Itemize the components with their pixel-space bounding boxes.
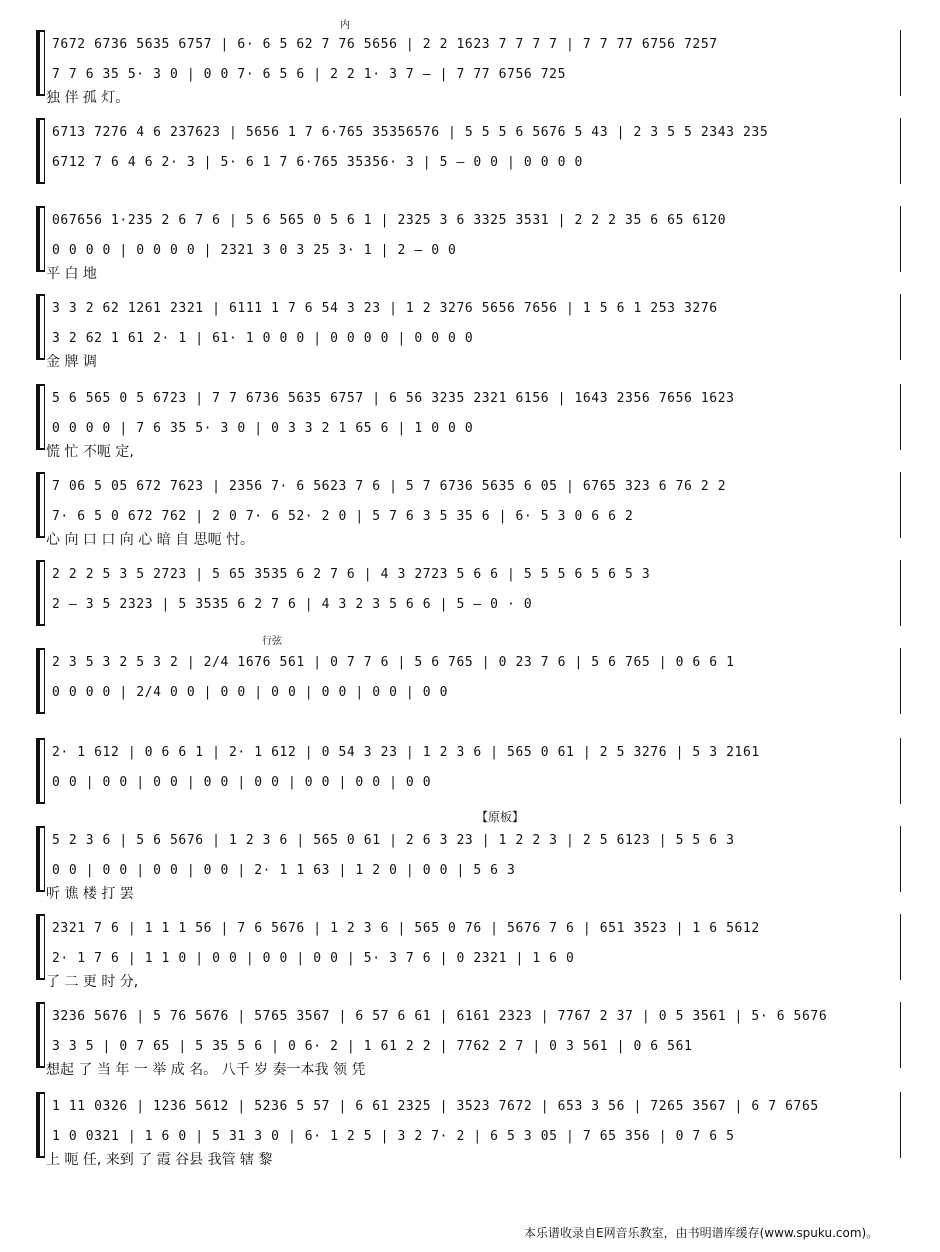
system-bracket: [36, 30, 40, 96]
staff-system: [36, 118, 904, 198]
system-start-line: [44, 738, 45, 804]
upper-part-notes: 5 6 565 0 5 6723 | 7 7 6736 5635 6757 | 6 56 3235 2321 6156 | 1643 2356 7656 1623: [52, 391, 735, 406]
system-bracket: [36, 738, 40, 804]
staff-system: [36, 1002, 904, 1082]
upper-part-notes: 6713 7276 4 6 237623 | 5656 1 7 6·765 35356576 | 5 5 5 6 5676 5 43 | 2 3 5 5 2343 235: [52, 125, 769, 140]
lower-part-notes: 3 3 5 | 0 7 65 | 5 35 5 6 | 0 6· 2 | 1 61 2 2 | 7762 2 7 | 0 3 561 | 0 6 561: [52, 1039, 693, 1054]
lower-part-notes: 2 — 3 5 2323 | 5 3535 6 2 7 6 | 4 3 2 3 5 6 6 | 5 — 0 · 0: [52, 597, 533, 612]
performance-mark: 内: [340, 20, 350, 31]
staff-system: [36, 914, 904, 994]
upper-part-notes: 7 06 5 05 672 7623 | 2356 7· 6 5623 7 6 | 5 7 6736 5635 6 05 | 6765 323 6 76 2 2: [52, 479, 727, 494]
system-end-barline: [900, 914, 901, 980]
system-bracket: [36, 914, 40, 980]
lyrics-line: [46, 706, 900, 726]
upper-part-notes: 1 11 0326 | 1236 5612 | 5236 5 57 | 6 61 2325 | 3523 7672 | 653 3 56 | 7265 3567 | 6 7 6765: [52, 1099, 819, 1114]
system-start-line: [44, 30, 45, 96]
system-bracket: [36, 648, 40, 714]
system-start-line: [44, 1092, 45, 1158]
lyrics-line: [46, 618, 900, 638]
lyrics-line: [46, 796, 900, 816]
system-end-barline: [900, 30, 901, 96]
system-end-barline: [900, 472, 901, 538]
lyrics-line: 独 伴 孤 灯。: [46, 90, 130, 106]
system-end-barline: [900, 738, 901, 804]
system-end-barline: [900, 294, 901, 360]
lyrics-line: 慌 忙 不呃 定,: [46, 444, 134, 460]
system-bracket: [36, 1092, 40, 1158]
upper-part-notes: 3236 5676 | 5 76 5676 | 5765 3567 | 6 57 6 61 | 6161 2323 | 7767 2 37 | 0 5 3561 | 5· 6 5676: [52, 1009, 828, 1024]
lyrics-line: 平 白 地: [46, 266, 97, 282]
system-start-line: [44, 206, 45, 272]
staff-system: [36, 472, 904, 552]
system-end-barline: [900, 648, 901, 714]
lower-part-notes: 7· 6 5 0 672 762 | 2 0 7· 6 52· 2 0 | 5 7 6 3 5 35 6 | 6· 5 3 0 6 6 2: [52, 509, 634, 524]
system-bracket: [36, 826, 40, 892]
lyrics-line: 了 二 更 时 分,: [46, 974, 139, 990]
system-end-barline: [900, 560, 901, 626]
staff-system: [36, 636, 904, 728]
lower-part-notes: 7 7 6 35 5· 3 0 | 0 0 7· 6 5 6 | 2 2 1· 3 7 — | 7 77 6756 725: [52, 67, 567, 82]
lower-part-notes: 2· 1 7 6 | 1 1 0 | 0 0 | 0 0 | 0 0 | 5· 3 7 6 | 0 2321 | 1 6 0: [52, 951, 575, 966]
upper-part-notes: 5 2 3 6 | 5 6 5676 | 1 2 3 6 | 565 0 61 | 2 6 3 23 | 1 2 2 3 | 2 5 6123 | 5 5 6 3: [52, 833, 735, 848]
staff-system: [36, 384, 904, 464]
lyrics-line: [46, 176, 900, 196]
system-end-barline: [900, 118, 901, 184]
footer-credit: 本乐谱收录自E网音乐教室，由书明谱库缓存(www.spuku.com)。: [524, 1226, 879, 1240]
upper-part-notes: 067656 1·235 2 6 7 6 | 5 6 565 0 5 6 1 | 2325 3 6 3325 3531 | 2 2 2 35 6 65 6120: [52, 213, 727, 228]
lower-part-notes: 6712 7 6 4 6 2· 3 | 5· 6 1 7 6·765 35356· 3 | 5 — 0 0 | 0 0 0 0: [52, 155, 583, 170]
performance-mark: 行弦: [262, 636, 282, 647]
system-start-line: [44, 648, 45, 714]
upper-part-notes: 2· 1 612 | 0 6 6 1 | 2· 1 612 | 0 54 3 23 | 1 2 3 6 | 565 0 61 | 2 5 3276 | 5 3 2161: [52, 745, 760, 760]
system-start-line: [44, 1002, 45, 1068]
system-start-line: [44, 560, 45, 626]
system-start-line: [44, 118, 45, 184]
lower-part-notes: 0 0 0 0 | 2/4 0 0 | 0 0 | 0 0 | 0 0 | 0 0 | 0 0: [52, 685, 449, 700]
lower-part-notes: 1 0 0321 | 1 6 0 | 5 31 3 0 | 6· 1 2 5 | 3 2 7· 2 | 6 5 3 05 | 7 65 356 | 0 7 6 5: [52, 1129, 735, 1144]
upper-part-notes: 2 3 5 3 2 5 3 2 | 2/4 1676 561 | 0 7 7 6 | 5 6 765 | 0 23 7 6 | 5 6 765 | 0 6 6 1: [52, 655, 735, 670]
system-bracket: [36, 118, 40, 184]
upper-part-notes: 3 3 2 62 1261 2321 | 6111 1 7 6 54 3 23 | 1 2 3276 5656 7656 | 1 5 6 1 253 3276: [52, 301, 718, 316]
lower-part-notes: 0 0 | 0 0 | 0 0 | 0 0 | 2· 1 1 63 | 1 2 0 | 0 0 | 5 6 3: [52, 863, 516, 878]
lyrics-line: 听 谯 楼 打 罢: [46, 886, 134, 902]
system-start-line: [44, 384, 45, 450]
upper-part-notes: 7672 6736 5635 6757 | 6· 6 5 62 7 76 5656 | 2 2 1623 7 7 7 7 | 7 7 77 6756 7257: [52, 37, 718, 52]
staff-system: [36, 20, 904, 110]
lower-part-notes: 0 0 0 0 | 7 6 35 5· 3 0 | 0 3 3 2 1 65 6 | 1 0 0 0: [52, 421, 474, 436]
system-end-barline: [900, 1092, 901, 1158]
upper-part-notes: 2321 7 6 | 1 1 1 56 | 7 6 5676 | 1 2 3 6 | 565 0 76 | 5676 7 6 | 651 3523 | 1 6 5612: [52, 921, 760, 936]
system-end-barline: [900, 384, 901, 450]
staff-system: [36, 560, 904, 640]
system-bracket: [36, 472, 40, 538]
lyrics-line: 想起 了 当 年 一 举 成 名。 八千 岁 奏一本我 领 凭: [46, 1062, 366, 1078]
system-bracket: [36, 294, 40, 360]
system-end-barline: [900, 206, 901, 272]
section-label: 【原板】: [476, 810, 525, 824]
upper-part-notes: 2 2 2 5 3 5 2723 | 5 65 3535 6 2 7 6 | 4 3 2723 5 6 6 | 5 5 5 6 5 6 5 3: [52, 567, 651, 582]
lyrics-line: 心 向 口 口 向 心 暗 自 思呃 忖。: [46, 532, 255, 548]
system-start-line: [44, 294, 45, 360]
staff-system: [36, 294, 904, 374]
lyrics-line: 上 呃 任, 来到 了 霞 谷县 我管 辖 黎: [46, 1152, 273, 1168]
system-bracket: [36, 206, 40, 272]
system-bracket: [36, 384, 40, 450]
lyrics-line: 金 牌 调: [46, 354, 97, 370]
staff-system: [36, 1092, 904, 1172]
staff-system: [36, 810, 904, 906]
system-end-barline: [900, 826, 901, 892]
lower-part-notes: 3 2 62 1 61 2· 1 | 61· 1 0 0 0 | 0 0 0 0 | 0 0 0 0: [52, 331, 474, 346]
system-bracket: [36, 1002, 40, 1068]
system-bracket: [36, 560, 40, 626]
staff-system: [36, 206, 904, 286]
system-end-barline: [900, 1002, 901, 1068]
staff-system: [36, 738, 904, 818]
system-start-line: [44, 826, 45, 892]
system-start-line: [44, 914, 45, 980]
lower-part-notes: 0 0 0 0 | 0 0 0 0 | 2321 3 0 3 25 3· 1 | 2 — 0 0: [52, 243, 457, 258]
system-start-line: [44, 472, 45, 538]
lower-part-notes: 0 0 | 0 0 | 0 0 | 0 0 | 0 0 | 0 0 | 0 0 | 0 0: [52, 775, 432, 790]
